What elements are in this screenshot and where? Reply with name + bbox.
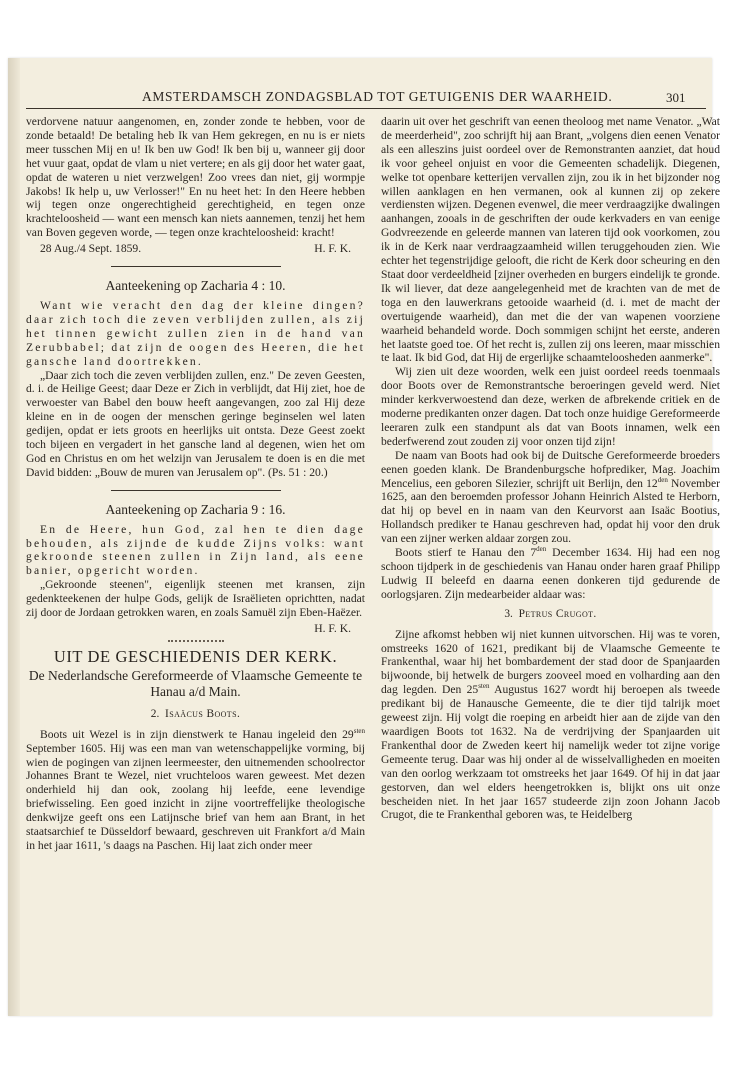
subsection-heading-boots (26, 708, 365, 722)
article-title: UIT DE GESCHIEDENIS DER KERK. (53, 646, 338, 666)
ordinal-suffix: den (536, 545, 547, 554)
section-separator (111, 490, 281, 491)
running-title: AMSTERDAMSCH ZONDAGSBLAD TOT GETUIGENIS DER WAARHEID. (142, 89, 613, 104)
left-column (26, 115, 365, 853)
sermon-date: 28 Aug./4 Sept. 1859. (40, 242, 142, 256)
boots-death-paragraph (381, 546, 720, 602)
header-rule (26, 108, 706, 109)
text-span: December 1634. Hij had een nog schoon tijdperk in de geschiedenis van Hanau onder haren graaf Philipp Ludwig II beleefd en daarna eenen donkeren tijd gedurende de oorlogsjaren. Zijn medearbeider aldaar was: (381, 546, 720, 601)
page-gutter-shadow (8, 58, 20, 1016)
right-column (381, 115, 720, 822)
subsection-heading-crugot (381, 608, 720, 622)
article-subtitle: De Nederlandsche Gereformeerde of Vlaamsche Gemeente te Hanau a/d Main. (28, 667, 363, 699)
page-number: 301 (666, 90, 686, 105)
signature-line (26, 622, 365, 636)
remonstrant-paragraph: Wij zien uit deze woorden, welk een juist oordeel reeds toenmaals door Boots over de Remonstrantsche beroeringen geveld werd. Niet minder kerkverwoestend dan deze, werken de afbrekende critiek en de moderne predikanten onzer dagen. Dat toch onze huidige Gereformeerde leeraren zulk een standpunt als dat van Boots innamen, welk een bederfwerend zout zouden zij voor onzen tijd zijn! (381, 365, 720, 448)
subsection-number: 3. (504, 607, 513, 620)
sermon-ending-paragraph: verdorvene natuur aangenomen, en, zonder zonde te hebben, voor de zonde betaald! De betaling heb Ik van Hem gekregen, en nu is er niets meer tusschen Mij en u! Ik ben uw God! Ik ben bij u, wanneer gij door het vuur gaat, opdat de vlam u niet vertere; en als gij door het water gaat, opdat de wateren u niet verzwelgen! Zoo vrees dan niet, gij wormpje Jakobs! Ik help u, uw Verlosser!" En nu heet het: In den Heere hebben wij tegen onze ongerechtigheid gerechtigheid, en tegen onze krachteloosheid — want een mensch kan niets aannemen, tenzij het hem van Boven gegeven worde, — tegen onze krachteloosheid: kracht! (26, 115, 365, 240)
text-span: Boots stierf te Hanau den 7 (395, 546, 537, 560)
ordinal-suffix: den (657, 475, 668, 484)
text-span: Zijne afkomst hebben wij niet kunnen uitvorschen. Hij was te voren, omstreeks 1620 of 1621, predikant bij de Vlaamsche Gemeente te Frankenthal, waar hij het bombardement der stad door de Spanjaarden bijwoonde, bij hetwelk de burgers zooveel moed en volharding aan den dag legden. Den 25 (381, 627, 720, 697)
commentary-zacharia-9: „Gekroonde steenen", eigenlijk steenen met kransen, zijn gedenkteekenen der hulpe Gods, gelijk de Israëlieten oprichtten, nadat zij door de Jordaan getrokken waren, en zoals Samuël zijn Eben-Haëzer. (26, 578, 365, 620)
section-title-zacharia-9: Aanteekening op Zacharia 9 : 16. (105, 501, 286, 517)
text-span: November 1625, aan den beroemden professor Johann Heinrich Alsted te Herborn, dat hij op bevel en in naam van den Keurvorst aan Isaäc Bootius, Hollandsch prediker te Hanau geschreven had, opdat hij voor den druk van een zijner werken aldaar zorgen zou. (381, 476, 720, 546)
ornamental-separator (168, 640, 224, 642)
text-span: Boots uit Wezel is in zijn dienstwerk te Hanau ingeleid den 29 (40, 727, 354, 741)
ordinal-suffix: sten (478, 682, 490, 691)
ordinal-suffix: sten (353, 726, 365, 735)
bible-verse-zacharia-9: En de Heere, hun God, zal hen te dien dage behouden, als zijnde de kudde Zijns volks: want gekroonde steenen zullen in Zijn land, als eene banier, opgericht worden. (26, 522, 365, 578)
text-span: Augustus 1627 wordt hij beroepen als tweede predikant bij de Hanausche Gemeente, die te dier tijd talrijk moet geweest zijn. Hij volgt die roeping en arbeidt hier aan de zijde van den waardigen Boots tot 1632. Na de verdrijving der Spanjaarden uit Frankenthal door de Zweden keert hij namelijk weder tot zijne vorige Gemeente terug. Daar was hij onder al de wisselvalligheden en moeiten van den oorlog werkzaam tot omstreeks het jaar 1649. Of hij in dat jaar gestorven, dan wel elders heengetrokken is, blijkt ons uit onze bescheiden niet. In het jaar 1657 studeerde zijn zoon Johann Jacob Crugot, die te Frankenthal geboren was, te Heidelberg (381, 683, 720, 822)
boots-letter-paragraph: daarin uit over het geschrift van eenen theoloog met name Venator. „Wat de meerderheid", zoo schrijft hij aan Brant, „volgens dien eenen Venator als een alleszins juist oordeel over de Remonstranten aanziet, dat houd ik voor geheel onjuist en voor die Gemeenten schadelijk. Diegenen, welke tot openbare ketterijen vervallen zijn, zou ik in het bijzonder nog willen aanklagen en hen vermanen, ook al kunnen zij op zekere verdiensten wijzen. Degenen evenwel, die meer verdraagzijke dwalingen aanhangen, zooals in de geschriften der oude kerkvaders en van eenige Godvreezende en geleerde mannen van lateren tijd ook voorkomen, zou ik in de Kerk naar verdraagzaamheid willen teruggehouden zien. Wie echter het tegenstrijdige gelooft, die richt de Kerk door scheuring en den Staat door verdeeldheid [zijner overheden en burgers eindelijk te gronde. Ik wil liever, dat deze aangelegenheid met de krachten van de met de toga en den lauwerkrans getooide waarheid (d. i. met de macht der overtuigende waarheid), dan met die der van wapenen voorziene waarheid behandeld worde. Doch sommigen schijnt het eerste, anderen het laatste goed toe. Of het recht is, zullen zij ons leeren, maar misschien te laat. Ik bid God, dat Hij de ergerlijke schaamteloosheden aanmerke". (381, 115, 720, 365)
text-span: September 1605. Hij was een man van wetenschappelijke vorming, bij wien de pogingen van zijnen leermeester, den uitnemenden schoolrector Johannes Brant te Wezel, niet vruchteloos waren geweest. Met dezen onderhield hij dan ook, zoolang hij leefde, eene levendige briefwisseling. Een goed inzicht in zijne voortreffelijke theologische denkwijze geeft ons een Latijnsche brief van hem aan Brant, in het staatsarchief te Düsseldorf bewaard, geschreven uit Frankfort a/d Main in het jaar 1611, 's daags na Paschen. Hij laat zich onder meer (26, 741, 365, 852)
subsection-name: Isaäcus Boots. (165, 707, 241, 720)
section-title-zacharia-4: Aanteekening op Zacharia 4 : 10. (105, 278, 286, 294)
crugot-paragraph (381, 628, 720, 823)
author-initials: H. F. K. (314, 242, 351, 256)
commentary-zacharia-4: „Daar zich toch die zeven verblijden zullen, enz." De zeven Geesten, d. i. de Heilige Geest; daar Deze er Zich in verblijdt, dat Hij ziet, hoe de verwoester van Babel den bouw heeft aangevangen, zoo zal Hij deze kleine en in de oogen der menschen geringe beginselen wel laten gedijen, opdat er iets groots en heerlijks uit ontsta. Deze Geest zoekt toch bijeen en vergadert in het gansche land al degenen, wien het om God en Christus en om het welzijn van Jerusalem te doen is en die met David bidden: „Bouw de muren van Jerusalem op". (Ps. 51 : 20.) (26, 368, 365, 479)
signature-line (26, 242, 365, 256)
mencelius-paragraph (381, 449, 720, 546)
text-span: De naam van Boots had ook bij de Duitsche Gereformeerde broeders eenen goeden klank. De Brandenburgsche hofprediker, Mag. Joachim Mencelius, een geboren Silezier, schrijft uit Berlijn, den 12 (381, 448, 720, 490)
subsection-name: Petrus Crugot. (518, 607, 597, 620)
author-initials: H. F. K. (314, 622, 351, 635)
bible-verse-zacharia-4: Want wie veracht den dag der kleine dingen? daar zich toch die zeven verblijden zullen, als zij het tinnen gewicht zullen zien in de hand van Zerubbabel; dat zijn de oogen des Heeren, die het gansche land doortrekken. (26, 298, 365, 368)
boots-paragraph (26, 728, 365, 853)
subsection-number: 2. (150, 707, 160, 720)
newspaper-page (8, 58, 720, 1016)
section-separator (111, 266, 281, 267)
